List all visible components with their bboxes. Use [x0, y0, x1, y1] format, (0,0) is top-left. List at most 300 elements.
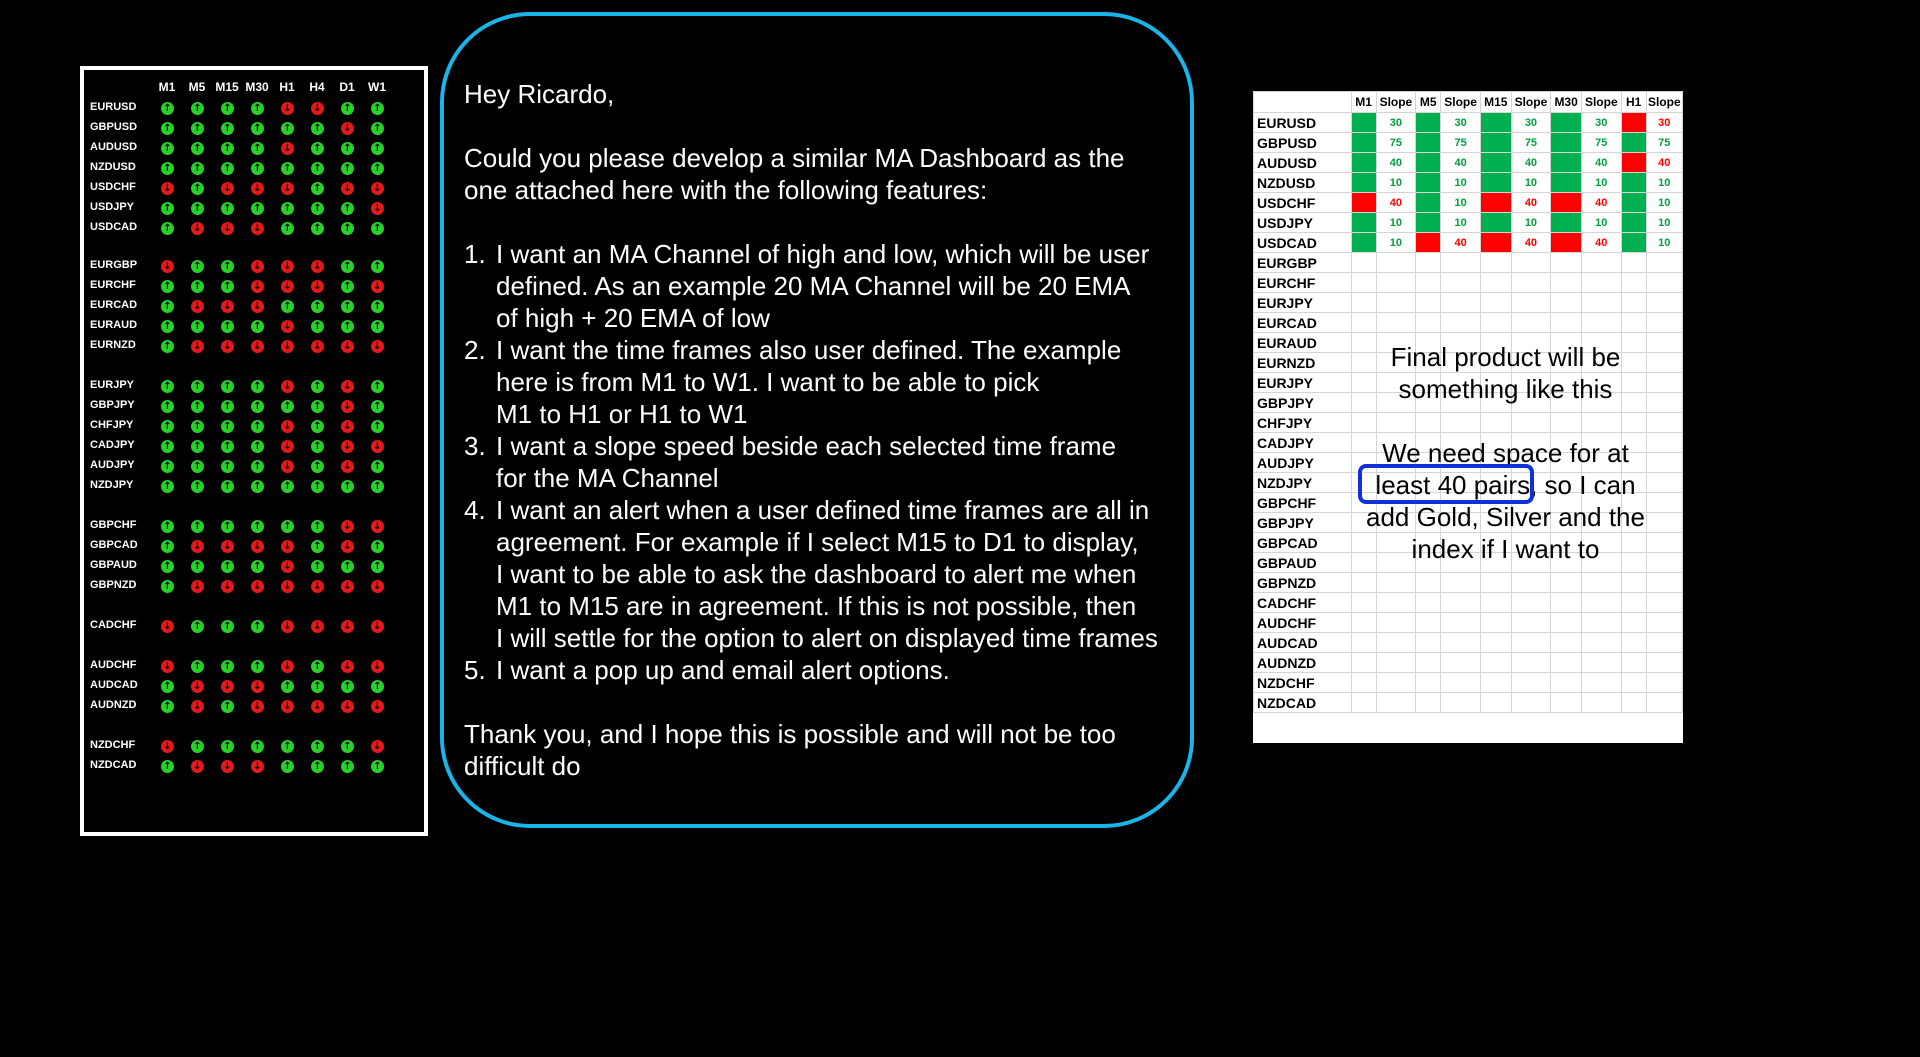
pair-label: AUDCAD: [90, 679, 138, 691]
up-arrow-icon: ↑: [221, 142, 234, 155]
pair-row: [84, 756, 424, 776]
down-arrow-icon: ↓: [281, 440, 294, 453]
empty-cell: [1551, 673, 1582, 693]
trend-cell-down: [1551, 233, 1582, 253]
column-header: Slope: [1441, 92, 1481, 113]
pair-label: EURAUD: [90, 319, 138, 331]
slope-cell: 40: [1376, 153, 1416, 173]
slope-cell: 40: [1581, 193, 1621, 213]
up-arrow-icon: ↑: [161, 162, 174, 175]
up-arrow-icon: ↑: [281, 162, 294, 175]
pair-label: GBPCAD: [90, 539, 138, 551]
empty-cell: [1646, 653, 1682, 673]
up-arrow-icon: ↑: [281, 480, 294, 493]
slope-cell: 75: [1581, 133, 1621, 153]
pair-label: NZDCHF: [90, 739, 136, 751]
down-arrow-icon: ↓: [221, 540, 234, 553]
down-arrow-icon: ↓: [191, 222, 204, 235]
up-arrow-icon: ↑: [161, 300, 174, 313]
feature-number: [464, 526, 496, 558]
feature-text: of high + 20 EMA of low: [496, 303, 770, 333]
slope-cell: 30: [1511, 113, 1551, 133]
table-row: [1254, 633, 1683, 653]
up-arrow-icon: ↑: [311, 320, 324, 333]
down-arrow-icon: ↓: [281, 340, 294, 353]
feature-item-line: [464, 622, 1204, 654]
down-arrow-icon: ↓: [191, 680, 204, 693]
down-arrow-icon: ↓: [221, 340, 234, 353]
message-bubble: [440, 12, 1194, 828]
pair-cell: GBPJPY: [1254, 513, 1352, 533]
timeframe-label: D1: [339, 80, 355, 94]
empty-cell: [1551, 693, 1582, 713]
up-arrow-icon: ↑: [191, 740, 204, 753]
down-arrow-icon: ↓: [281, 580, 294, 593]
up-arrow-icon: ↑: [161, 560, 174, 573]
empty-cell: [1480, 693, 1511, 713]
down-arrow-icon: ↓: [191, 760, 204, 773]
up-arrow-icon: ↑: [221, 162, 234, 175]
pair-cell: AUDCHF: [1254, 613, 1352, 633]
up-arrow-icon: ↑: [221, 660, 234, 673]
up-arrow-icon: ↑: [371, 122, 384, 135]
up-arrow-icon: ↑: [161, 380, 174, 393]
up-arrow-icon: ↑: [311, 660, 324, 673]
trend-cell-up: [1416, 173, 1441, 193]
pair-label: GBPNZD: [90, 579, 137, 591]
empty-cell: [1511, 573, 1551, 593]
column-header: Slope: [1376, 92, 1416, 113]
up-arrow-icon: ↑: [371, 420, 384, 433]
up-arrow-icon: ↑: [221, 560, 234, 573]
pair-row: [84, 456, 424, 476]
pair-label: AUDNZD: [90, 699, 137, 711]
up-arrow-icon: ↑: [191, 380, 204, 393]
slope-cell: 10: [1441, 193, 1481, 213]
empty-cell: [1511, 693, 1551, 713]
empty-cell: [1441, 673, 1481, 693]
up-arrow-icon: ↑: [161, 340, 174, 353]
up-arrow-icon: ↑: [371, 480, 384, 493]
table-row: [1254, 673, 1683, 693]
slope-cell: 10: [1511, 213, 1551, 233]
down-arrow-icon: ↓: [221, 182, 234, 195]
empty-cell: [1621, 413, 1646, 433]
up-arrow-icon: ↑: [251, 480, 264, 493]
slope-cell: 40: [1581, 153, 1621, 173]
down-arrow-icon: ↓: [281, 420, 294, 433]
feature-number: [464, 462, 496, 494]
trend-cell-up: [1480, 173, 1511, 193]
up-arrow-icon: ↑: [371, 400, 384, 413]
empty-cell: [1581, 573, 1621, 593]
column-header: H1: [1621, 92, 1646, 113]
note-line: Final product will be: [1390, 342, 1621, 372]
up-arrow-icon: ↑: [161, 700, 174, 713]
feature-number: 5.: [464, 655, 486, 685]
empty-cell: [1351, 313, 1376, 333]
pair-label: USDCHF: [90, 181, 136, 193]
empty-cell: [1480, 253, 1511, 273]
up-arrow-icon: ↑: [311, 440, 324, 453]
empty-cell: [1551, 593, 1582, 613]
up-arrow-icon: ↑: [221, 620, 234, 633]
empty-cell: [1441, 253, 1481, 273]
up-arrow-icon: ↑: [161, 320, 174, 333]
up-arrow-icon: ↑: [371, 222, 384, 235]
pair-row: [84, 118, 424, 138]
pair-cell: GBPJPY: [1254, 393, 1352, 413]
pair-row: [84, 416, 424, 436]
down-arrow-icon: ↓: [371, 182, 384, 195]
pair-row: [84, 98, 424, 118]
up-arrow-icon: ↑: [161, 680, 174, 693]
empty-cell: [1511, 673, 1551, 693]
up-arrow-icon: ↑: [251, 620, 264, 633]
slope-cell: 75: [1376, 133, 1416, 153]
down-arrow-icon: ↓: [341, 620, 354, 633]
note-line: something like this: [1398, 374, 1613, 404]
empty-cell: [1621, 573, 1646, 593]
empty-cell: [1416, 593, 1441, 613]
trend-cell-up: [1351, 133, 1376, 153]
down-arrow-icon: ↓: [281, 660, 294, 673]
column-header: [1254, 92, 1352, 113]
feature-text: I want a pop up and email alert options.: [496, 655, 950, 685]
empty-cell: [1646, 313, 1682, 333]
up-arrow-icon: ↑: [191, 260, 204, 273]
pair-label: AUDCHF: [90, 659, 137, 671]
slope-cell: 30: [1376, 113, 1416, 133]
down-arrow-icon: ↓: [341, 420, 354, 433]
table-row: [1254, 573, 1683, 593]
up-arrow-icon: ↑: [161, 520, 174, 533]
slope-cell: 10: [1441, 213, 1481, 233]
slope-cell: 30: [1581, 113, 1621, 133]
pair-label: EURJPY: [90, 379, 135, 391]
down-arrow-icon: ↓: [161, 620, 174, 633]
empty-cell: [1416, 273, 1441, 293]
up-arrow-icon: ↑: [221, 400, 234, 413]
up-arrow-icon: ↑: [251, 142, 264, 155]
feature-number: 4.: [464, 495, 486, 525]
timeframe-label: M30: [245, 80, 269, 94]
empty-cell: [1480, 633, 1511, 653]
feature-number: 1.: [464, 239, 486, 269]
feature-number: [464, 558, 496, 590]
up-arrow-icon: ↑: [311, 540, 324, 553]
up-arrow-icon: ↑: [251, 102, 264, 115]
ma-dashboard-panel: [80, 66, 428, 836]
timeframe-label: M15: [215, 80, 239, 94]
trend-cell-up: [1416, 113, 1441, 133]
note-line: We need space for at: [1382, 438, 1629, 468]
pair-cell: EURGBP: [1254, 253, 1352, 273]
pair-cell: CADJPY: [1254, 433, 1352, 453]
trend-cell-up: [1621, 233, 1646, 253]
down-arrow-icon: ↓: [371, 700, 384, 713]
feature-list: [464, 238, 1204, 686]
up-arrow-icon: ↑: [371, 560, 384, 573]
up-arrow-icon: ↑: [371, 260, 384, 273]
empty-cell: [1351, 673, 1376, 693]
up-arrow-icon: ↑: [161, 280, 174, 293]
pair-cell: EURCAD: [1254, 313, 1352, 333]
up-arrow-icon: ↑: [161, 222, 174, 235]
trend-cell-up: [1480, 153, 1511, 173]
up-arrow-icon: ↑: [251, 460, 264, 473]
pair-row: [84, 336, 424, 356]
up-arrow-icon: ↑: [191, 280, 204, 293]
column-header: M1: [1351, 92, 1376, 113]
up-arrow-icon: ↑: [311, 760, 324, 773]
slope-cell: 40: [1441, 233, 1481, 253]
pair-cell: NZDCHF: [1254, 673, 1352, 693]
down-arrow-icon: ↓: [371, 202, 384, 215]
empty-cell: [1376, 313, 1416, 333]
empty-cell: [1376, 273, 1416, 293]
empty-cell: [1351, 613, 1376, 633]
pair-cell: NZDUSD: [1254, 173, 1352, 193]
down-arrow-icon: ↓: [341, 660, 354, 673]
closing-line-2: difficult do: [464, 751, 581, 781]
feature-number: 2.: [464, 335, 486, 365]
up-arrow-icon: ↑: [161, 142, 174, 155]
pair-cell: EURJPY: [1254, 373, 1352, 393]
empty-cell: [1581, 593, 1621, 613]
trend-cell-down: [1416, 233, 1441, 253]
up-arrow-icon: ↑: [191, 660, 204, 673]
empty-cell: [1551, 653, 1582, 673]
highlight-circle: [1358, 464, 1534, 504]
pair-cell: NZDCAD: [1254, 693, 1352, 713]
slope-cell: 75: [1646, 133, 1682, 153]
feature-text: I want to be able to ask the dashboard to alert me when: [496, 559, 1137, 589]
down-arrow-icon: ↓: [341, 400, 354, 413]
table-row: [1254, 133, 1683, 153]
up-arrow-icon: ↑: [161, 580, 174, 593]
slope-cell: 10: [1511, 173, 1551, 193]
empty-cell: [1511, 653, 1551, 673]
pair-row: [84, 218, 424, 238]
up-arrow-icon: ↑: [311, 380, 324, 393]
empty-cell: [1376, 613, 1416, 633]
empty-cell: [1441, 633, 1481, 653]
empty-cell: [1646, 673, 1682, 693]
pair-row: [84, 576, 424, 596]
empty-cell: [1351, 253, 1376, 273]
up-arrow-icon: ↑: [251, 440, 264, 453]
up-arrow-icon: ↑: [221, 740, 234, 753]
slope-cell: 10: [1646, 173, 1682, 193]
feature-number: [464, 302, 496, 334]
down-arrow-icon: ↓: [371, 280, 384, 293]
up-arrow-icon: ↑: [341, 142, 354, 155]
slope-cell: 40: [1376, 193, 1416, 213]
empty-cell: [1551, 613, 1582, 633]
up-arrow-icon: ↑: [311, 202, 324, 215]
slope-cell: 10: [1646, 233, 1682, 253]
empty-cell: [1480, 313, 1511, 333]
pair-label: USDCAD: [90, 221, 138, 233]
feature-item-line: [464, 270, 1204, 302]
up-arrow-icon: ↑: [221, 320, 234, 333]
feature-text: I want an MA Channel of high and low, which will be user: [496, 239, 1150, 269]
feature-number: [464, 398, 496, 430]
up-arrow-icon: ↑: [251, 320, 264, 333]
empty-cell: [1480, 653, 1511, 673]
empty-cell: [1646, 693, 1682, 713]
slope-cell: 10: [1441, 173, 1481, 193]
feature-text: M1 to H1 or H1 to W1: [496, 399, 748, 429]
empty-cell: [1416, 693, 1441, 713]
down-arrow-icon: ↓: [251, 182, 264, 195]
pair-label: GBPAUD: [90, 559, 137, 571]
pair-label: EURGBP: [90, 259, 138, 271]
empty-cell: [1351, 293, 1376, 313]
pair-row: [84, 696, 424, 716]
column-header: Slope: [1511, 92, 1551, 113]
slope-cell: 40: [1511, 193, 1551, 213]
trend-cell-up: [1551, 173, 1582, 193]
empty-cell: [1581, 673, 1621, 693]
feature-item-line: [464, 334, 1204, 366]
empty-cell: [1581, 313, 1621, 333]
empty-cell: [1376, 253, 1416, 273]
up-arrow-icon: ↑: [341, 320, 354, 333]
down-arrow-icon: ↓: [371, 340, 384, 353]
trend-cell-down: [1621, 153, 1646, 173]
up-arrow-icon: ↑: [161, 480, 174, 493]
trend-cell-up: [1551, 133, 1582, 153]
pair-row: [84, 256, 424, 276]
pair-label: AUDUSD: [90, 141, 138, 153]
intro-line-2: one attached here with the following features:: [464, 175, 988, 205]
pair-row: [84, 536, 424, 556]
trend-cell-up: [1480, 133, 1511, 153]
down-arrow-icon: ↓: [281, 560, 294, 573]
pair-cell: EURUSD: [1254, 113, 1352, 133]
up-arrow-icon: ↑: [161, 202, 174, 215]
trend-cell-up: [1551, 213, 1582, 233]
pair-label: AUDJPY: [90, 459, 135, 471]
pair-row: [84, 616, 424, 636]
timeframe-label: W1: [368, 80, 386, 94]
down-arrow-icon: ↓: [281, 460, 294, 473]
empty-cell: [1646, 273, 1682, 293]
up-arrow-icon: ↑: [161, 400, 174, 413]
pair-label: CHFJPY: [90, 419, 134, 431]
empty-cell: [1551, 253, 1582, 273]
feature-item-line: [464, 366, 1204, 398]
timeframe-label: H4: [309, 80, 325, 94]
up-arrow-icon: ↑: [371, 142, 384, 155]
down-arrow-icon: ↓: [161, 660, 174, 673]
up-arrow-icon: ↑: [251, 660, 264, 673]
pair-label: EURCHF: [90, 279, 136, 291]
pair-label: GBPUSD: [90, 121, 138, 133]
empty-cell: [1551, 293, 1582, 313]
timeframe-label: H1: [279, 80, 295, 94]
up-arrow-icon: ↑: [251, 162, 264, 175]
down-arrow-icon: ↓: [341, 340, 354, 353]
empty-cell: [1441, 313, 1481, 333]
pair-cell: AUDCAD: [1254, 633, 1352, 653]
slope-cell: 10: [1376, 213, 1416, 233]
empty-cell: [1441, 573, 1481, 593]
slope-cell: 10: [1376, 173, 1416, 193]
down-arrow-icon: ↓: [251, 580, 264, 593]
empty-cell: [1581, 613, 1621, 633]
trend-cell-up: [1416, 193, 1441, 213]
empty-cell: [1511, 273, 1551, 293]
final-product-note: [1353, 341, 1658, 405]
down-arrow-icon: ↓: [281, 142, 294, 155]
down-arrow-icon: ↓: [191, 540, 204, 553]
down-arrow-icon: ↓: [161, 740, 174, 753]
empty-cell: [1646, 633, 1682, 653]
empty-cell: [1621, 313, 1646, 333]
up-arrow-icon: ↑: [341, 222, 354, 235]
up-arrow-icon: ↑: [251, 122, 264, 135]
empty-cell: [1351, 273, 1376, 293]
pair-cell: AUDJPY: [1254, 453, 1352, 473]
pair-row: [84, 676, 424, 696]
pair-cell: GBPAUD: [1254, 553, 1352, 573]
pair-row: [84, 138, 424, 158]
empty-cell: [1621, 693, 1646, 713]
trend-cell-up: [1621, 173, 1646, 193]
down-arrow-icon: ↓: [281, 540, 294, 553]
up-arrow-icon: ↑: [191, 202, 204, 215]
up-arrow-icon: ↑: [221, 380, 234, 393]
feature-number: [464, 270, 496, 302]
up-arrow-icon: ↑: [311, 480, 324, 493]
trend-cell-up: [1621, 213, 1646, 233]
empty-cell: [1416, 673, 1441, 693]
pair-label: USDJPY: [90, 201, 135, 213]
up-arrow-icon: ↑: [191, 520, 204, 533]
feature-text: agreement. For example if I select M15 to D1 to display,: [496, 527, 1139, 557]
down-arrow-icon: ↓: [371, 740, 384, 753]
feature-item-line: [464, 430, 1204, 462]
up-arrow-icon: ↑: [311, 122, 324, 135]
up-arrow-icon: ↑: [221, 460, 234, 473]
pair-label: NZDCAD: [90, 759, 137, 771]
pair-label: EURUSD: [90, 101, 137, 113]
up-arrow-icon: ↑: [371, 460, 384, 473]
pair-row: [84, 198, 424, 218]
empty-cell: [1441, 293, 1481, 313]
empty-cell: [1551, 413, 1582, 433]
down-arrow-icon: ↓: [281, 182, 294, 195]
feature-item-line: [464, 302, 1204, 334]
empty-cell: [1480, 273, 1511, 293]
up-arrow-icon: ↑: [191, 440, 204, 453]
pair-label: GBPJPY: [90, 399, 135, 411]
feature-number: [464, 622, 496, 654]
trend-cell-down: [1621, 113, 1646, 133]
note-line: add Gold, Silver and the: [1366, 502, 1645, 532]
empty-cell: [1376, 633, 1416, 653]
pair-cell: GBPNZD: [1254, 573, 1352, 593]
empty-cell: [1351, 573, 1376, 593]
down-arrow-icon: ↓: [371, 520, 384, 533]
pair-cell: USDCHF: [1254, 193, 1352, 213]
up-arrow-icon: ↑: [281, 400, 294, 413]
up-arrow-icon: ↑: [371, 320, 384, 333]
column-header: Slope: [1646, 92, 1682, 113]
